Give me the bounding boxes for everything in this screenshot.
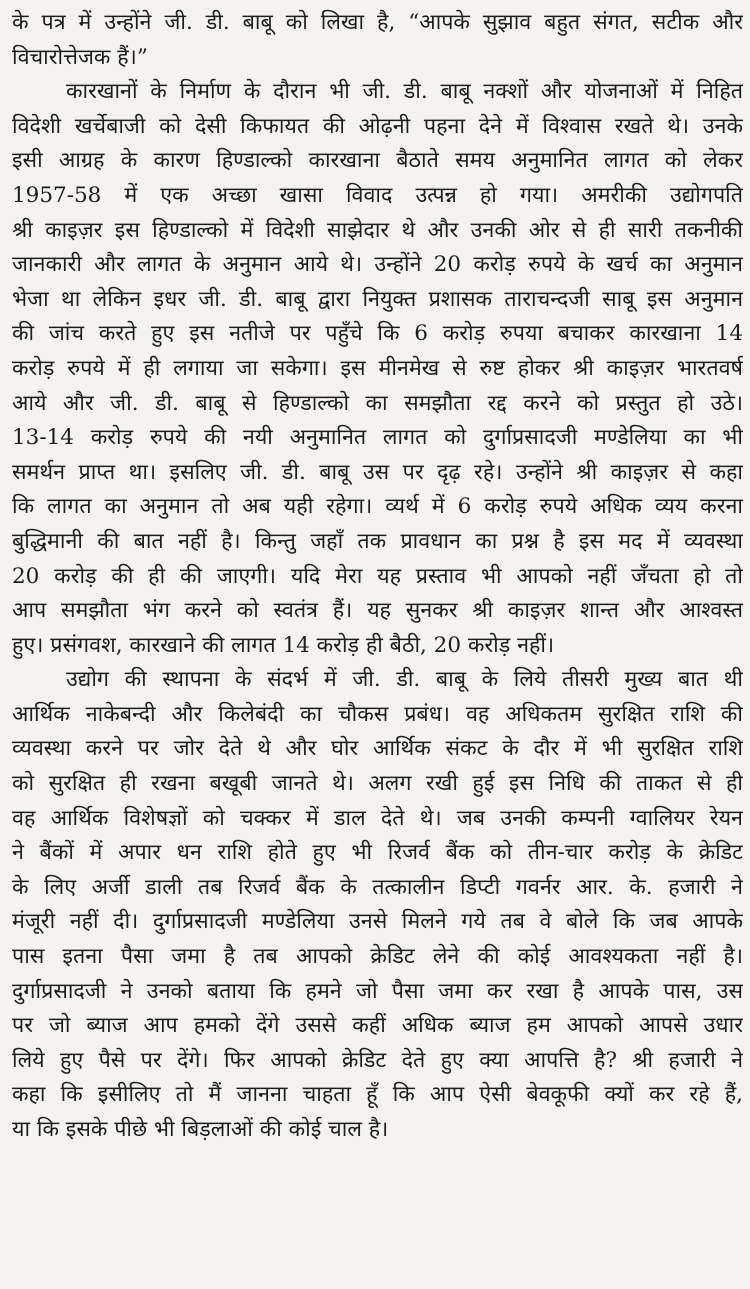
text-line: भेजा था लेकिन इधर जी. डी. बाबू द्वारा नियुक्त प्रशासक ताराचन्दजी साबू इस अनुमान: [12, 286, 743, 312]
text-line: को सुरक्षित ही रखना बखूबी जानते थे। अलग रखी हुई इस निधि की ताकत से ही: [12, 771, 743, 797]
text-line: या कि इसके पीछे भी बिड़लाओं की कोई चाल है।: [12, 1117, 389, 1142]
text-line: आये और जी. डी. बाबू से हिण्डाल्को का समझौता रद्द करने को प्रस्तुत हो उठे।: [12, 390, 743, 416]
paragraph-3: [12, 663, 743, 1147]
text-line: मंजूरी नहीं दी। दुर्गाप्रसादजी मण्डेलिया उनसे मिलने गये तब वे बोले कि जब आपके: [12, 909, 743, 935]
text-line: कहा कि इसीलिए तो मैं जानना चाहता हूँ कि आप ऐसी बेवकूफी क्यों कर रहे हैं,: [12, 1082, 743, 1108]
paragraph-1: [12, 6, 743, 75]
text-line: विदेशी खर्चेबाजी को देसी किफायत की ओढ़नी पहना देने में विश्वास रखते थे। उनके: [12, 113, 743, 139]
text-line: कि लागत का अनुमान तो अब यही रहेगा। व्यर्थ में 6 करोड़ रुपये अधिक व्यय करना: [12, 494, 743, 520]
text-line: पर जो ब्याज आप हमको देंगे उससे कहीं अधिक ब्याज हम आपको आपसे उधार: [12, 1013, 743, 1039]
text-line: 13-14 करोड़ रुपये की नयी अनुमानित लागत को दुर्गाप्रसादजी मण्डेलिया का भी: [12, 425, 743, 451]
text-line: हुए। प्रसंगवश, कारखाने की लागत 14 करोड़ ही बैठी, 20 करोड़ नहीं।: [12, 632, 555, 658]
text-line: श्री काइज़र इस हिण्डाल्को में विदेशी साझेदार थे और उनकी ओर से ही सारी तकनीकी: [12, 217, 743, 243]
text-line: लिये हुए पैसे पर देंगे। फिर आपको क्रेडिट देते हुए क्या आपत्ति है? श्री हजारी ने: [12, 1047, 743, 1073]
text-line: पास इतना पैसा जमा है तब आपको क्रेडिट लेने की कोई आवश्यकता नहीं है।: [12, 944, 743, 970]
text-line: 1957-58 में एक अच्छा खासा विवाद उत्पन्न हो गया। अमरीकी उद्योगपति: [12, 182, 743, 208]
text-line: आप समझौता भंग करने को स्वतंत्र हैं। यह सुनकर श्री काइज़र शान्त और आश्वस्त: [12, 598, 743, 624]
text-line: की जांच करते हुए इस नतीजे पर पहुँचे कि 6 करोड़ रुपया बचाकर कारखाना 14: [12, 321, 743, 347]
text-line: ने बैंकों में अपार धन राशि होते हुए भी रिजर्व बैंक को तीन-चार करोड़ के क्रेडिट: [12, 840, 743, 866]
text-line: समर्थन प्राप्त था। इसलिए जी. डी. बाबू उस पर दृढ़ रहे। उन्होंने श्री काइज़र से कहा: [12, 459, 743, 485]
text-line: इसी आग्रह के कारण हिण्डाल्को कारखाना बैठाते समय अनुमानित लागत को लेकर: [12, 148, 743, 174]
paragraph-2: [12, 75, 743, 663]
document-page: [12, 6, 743, 1148]
text-line: के पत्र में उन्होंने जी. डी. बाबू को लिखा है, “आपके सुझाव बहुत संगत, सटीक और: [12, 10, 743, 35]
text-line: वह आर्थिक विशेषज्ञों को चक्कर में डाल देते थे। जब उनकी कम्पनी ग्वालियर रेयन: [12, 805, 743, 831]
text-line: करोड़ रुपये में ही लगाया जा सकेगा। इस मीनमेख से रुष्ट होकर श्री काइज़र भारतवर्ष: [12, 355, 743, 381]
text-line: 20 करोड़ की ही की जाएगी। यदि मेरा यह प्रस्ताव भी आपको नहीं जँचता हो तो: [12, 563, 743, 589]
text-line: कारखानों के निर्माण के दौरान भी जी. डी. बाबू नक्शों और योजनाओं में निहित: [66, 79, 743, 105]
text-line: आर्थिक नाकेबन्दी और किलेबंदी का चौकस प्रबंध। वह अधिकतम सुरक्षित राशि की: [12, 701, 743, 727]
text-line: उद्योग की स्थापना के संदर्भ में जी. डी. बाबू के लिये तीसरी मुख्य बात थी: [66, 667, 743, 693]
text-line: बुद्धिमानी की बात नहीं है। किन्तु जहाँ तक प्रावधान का प्रश्न है इस मद में व्यवस्था: [12, 528, 743, 554]
text-line: व्यवस्था करने पर जोर देते थे और घोर आर्थिक संकट के दौर में भी सुरक्षित राशि: [12, 736, 743, 762]
text-line: के लिए अर्जी डाली तब रिजर्व बैंक के तत्कालीन डिप्टी गवर्नर आर. के. हजारी ने: [12, 874, 743, 900]
text-line: दुर्गाप्रसादजी ने उनको बताया कि हमने जो पैसा जमा कर रखा है आपके पास, उस: [12, 978, 743, 1004]
text-line: जानकारी और लागत के अनुमान आये थे। उन्होंने 20 करोड़ रुपये के खर्च का अनुमान: [12, 252, 743, 278]
text-line: विचारोत्तेजक हैं।”: [12, 44, 148, 70]
